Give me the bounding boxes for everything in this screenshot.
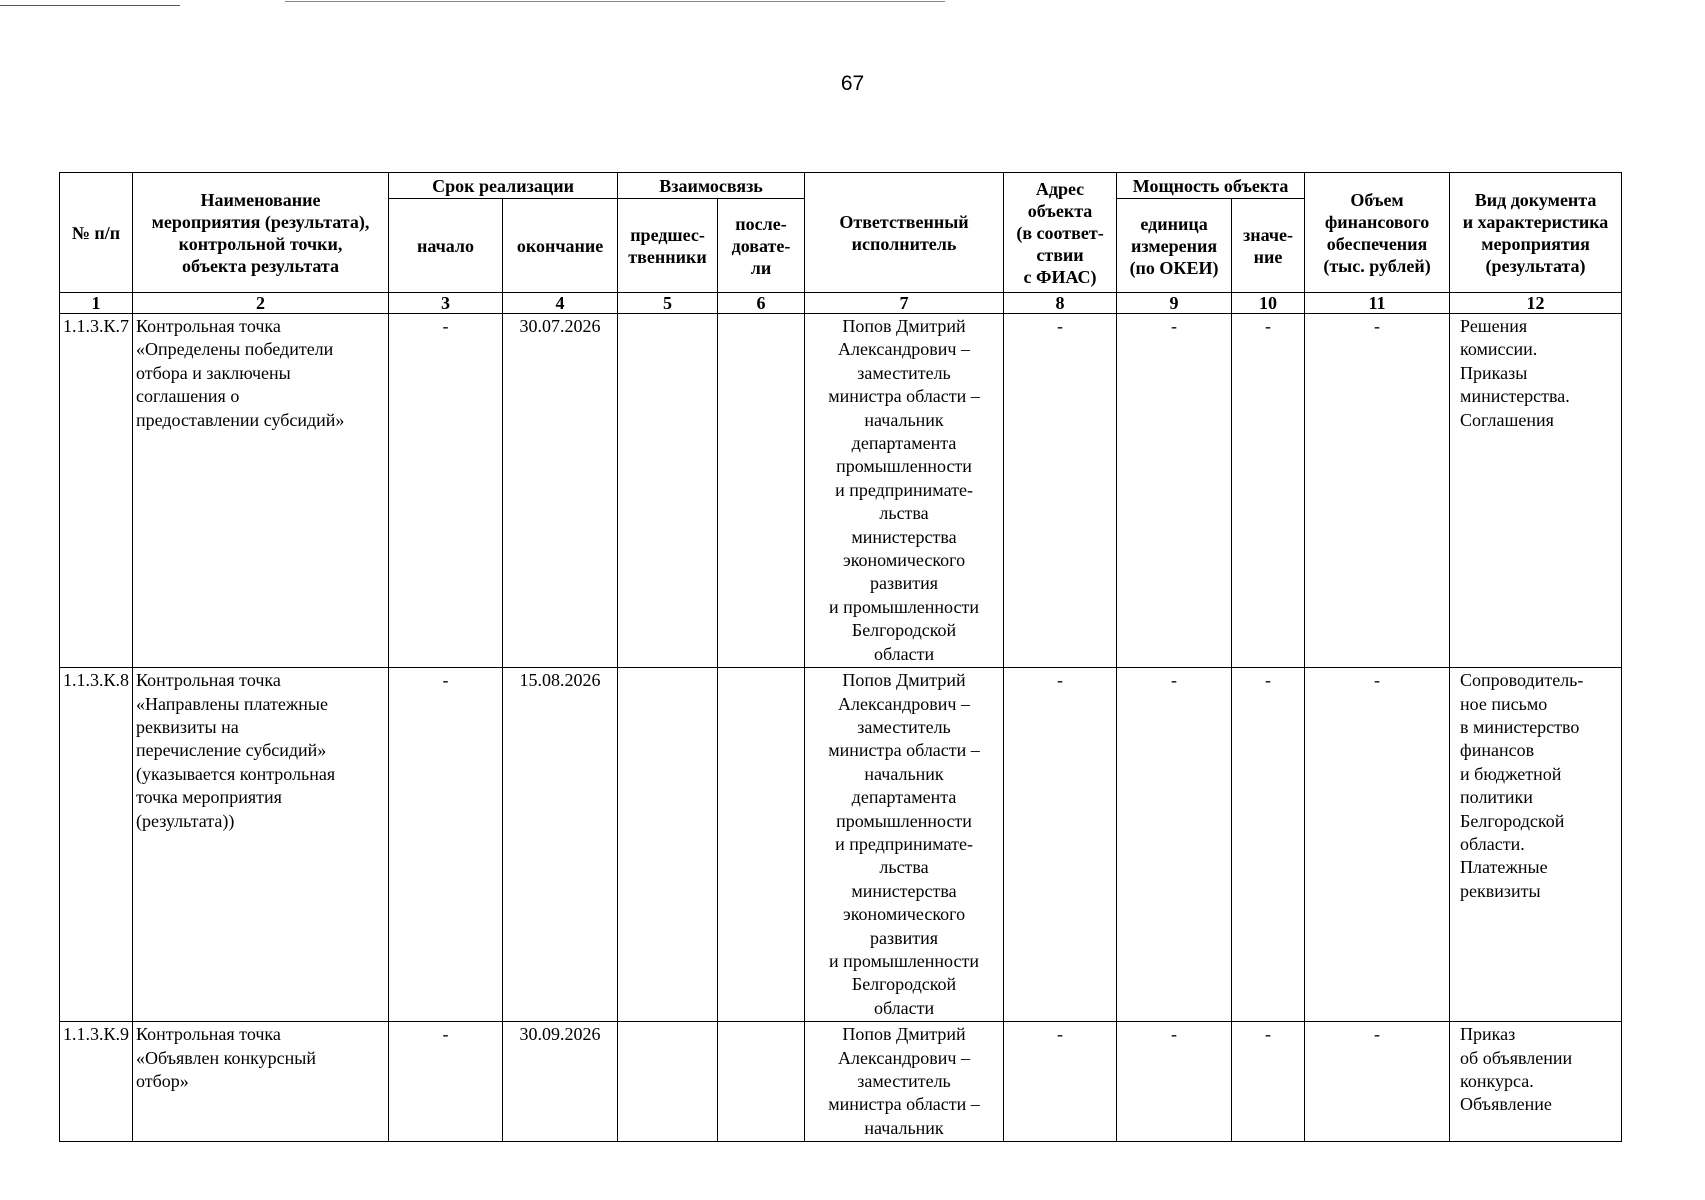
row-responsible: Попов Дмитрий Александрович – заместитель министра области – начальник департамента промышленности и предпринимате- льства министерства экономического развития и промышленности Белгородской области — [805, 314, 1004, 668]
column-number-row — [60, 293, 1622, 314]
header-doc: Вид документа и характеристика мероприятия (результата) — [1450, 173, 1622, 293]
row-finance: - — [1305, 314, 1450, 668]
row-pred — [618, 314, 718, 668]
row-start: - — [389, 1022, 503, 1142]
header-term-end: окончание — [503, 199, 618, 293]
table-row — [60, 1022, 1622, 1142]
row-responsible: Попов Дмитрий Александрович – заместитель министра области – начальник департамента промышленности и предпринимате- льства министерства экономического развития и промышленности Белгородской области — [805, 668, 1004, 1022]
row-num: 1.1.3.К.8 — [60, 668, 133, 1022]
row-name: Контрольная точка «Объявлен конкурсный отбор» — [133, 1022, 389, 1142]
row-responsible: Попов Дмитрий Александрович – заместитель министра области – начальник — [805, 1022, 1004, 1142]
column-number: 6 — [718, 293, 805, 314]
header-capacity: Мощность объекта — [1117, 173, 1305, 199]
row-pred — [618, 668, 718, 1022]
row-finance: - — [1305, 668, 1450, 1022]
header-term: Срок реализации — [389, 173, 618, 199]
row-name: Контрольная точка «Направлены платежные реквизиты на перечисление субсидий» (указывается контрольная точка мероприятия (результата)) — [133, 668, 389, 1022]
header-capacity-value: значе- ние — [1232, 199, 1305, 293]
row-end: 15.08.2026 — [503, 668, 618, 1022]
row-succ — [718, 1022, 805, 1142]
row-num: 1.1.3.К.9 — [60, 1022, 133, 1142]
scan-artifact-line — [285, 1, 945, 2]
row-start: - — [389, 668, 503, 1022]
header-finance: Объем финансового обеспечения (тыс. рублей) — [1305, 173, 1450, 293]
row-value: - — [1232, 314, 1305, 668]
column-number: 7 — [805, 293, 1004, 314]
header-address: Адрес объекта (в соответ- ствии с ФИАС) — [1004, 173, 1117, 293]
row-succ — [718, 314, 805, 668]
row-address: - — [1004, 314, 1117, 668]
header-link-pred: предшес- твенники — [618, 199, 718, 293]
row-finance: - — [1305, 1022, 1450, 1142]
column-number: 8 — [1004, 293, 1117, 314]
row-doc: Приказ об объявлении конкурса. Объявление — [1450, 1022, 1622, 1142]
header-name: Наименование мероприятия (результата), контрольной точки, объекта результата — [133, 173, 389, 293]
header-link-succ: после- довате- ли — [718, 199, 805, 293]
row-pred — [618, 1022, 718, 1142]
scan-artifact-line — [0, 5, 180, 6]
row-num: 1.1.3.К.7 — [60, 314, 133, 668]
row-address: - — [1004, 668, 1117, 1022]
header-responsible: Ответственный исполнитель — [805, 173, 1004, 293]
table-row — [60, 668, 1622, 1022]
row-unit: - — [1117, 1022, 1232, 1142]
row-succ — [718, 668, 805, 1022]
column-number: 3 — [389, 293, 503, 314]
table-row — [60, 314, 1622, 668]
column-number: 1 — [60, 293, 133, 314]
header-term-start: начало — [389, 199, 503, 293]
column-number: 9 — [1117, 293, 1232, 314]
column-number: 5 — [618, 293, 718, 314]
row-end: 30.07.2026 — [503, 314, 618, 668]
row-name: Контрольная точка «Определены победители отбора и заключены соглашения о предоставлении субсидий» — [133, 314, 389, 668]
column-number: 11 — [1305, 293, 1450, 314]
column-number: 2 — [133, 293, 389, 314]
row-doc: Решения комиссии. Приказы министерства. Соглашения — [1450, 314, 1622, 668]
row-unit: - — [1117, 668, 1232, 1022]
page-number: 67 — [840, 72, 865, 95]
row-start: - — [389, 314, 503, 668]
header-capacity-unit: единица измерения (по ОКЕИ) — [1117, 199, 1232, 293]
column-number: 12 — [1450, 293, 1622, 314]
column-number: 4 — [503, 293, 618, 314]
row-doc: Сопроводитель- ное письмо в министерство финансов и бюджетной политики Белгородской области. Платежные реквизиты — [1450, 668, 1622, 1022]
plan-table — [59, 172, 1622, 1142]
row-end: 30.09.2026 — [503, 1022, 618, 1142]
row-value: - — [1232, 1022, 1305, 1142]
header-link: Взаимосвязь — [618, 173, 805, 199]
row-unit: - — [1117, 314, 1232, 668]
row-address: - — [1004, 1022, 1117, 1142]
header-num: № п/п — [60, 173, 133, 293]
column-number: 10 — [1232, 293, 1305, 314]
row-value: - — [1232, 668, 1305, 1022]
header-row — [60, 173, 1622, 199]
